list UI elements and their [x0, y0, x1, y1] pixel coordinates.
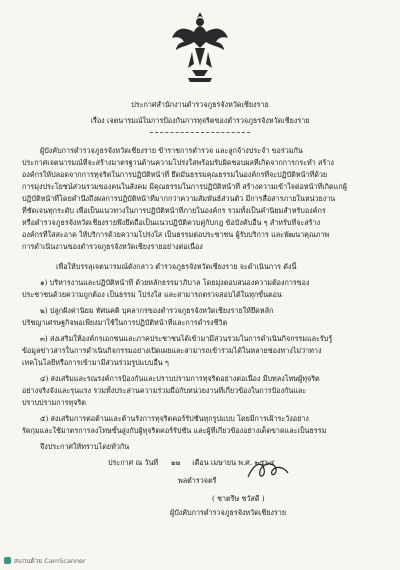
date-month-year: เดือน เมษายน พ.ศ. ๒๕๖๔ [192, 458, 275, 467]
scanner-watermark [4, 556, 86, 566]
body-line: การมุ่งประโยชน์ส่วนรวมของคนในสังคม มีคุณธรรมในการปฏิบัติหน้าที่ สร้างความเข้าใจต่อหน้าที่เกิดแก่ผู้ [22, 182, 347, 191]
body-line: องค์กรให้ปลอดจากการทุจริตในการปฏิบัติหน้าที่ ยึดมั่นธรรมคุณธรรมในองค์กรที่จะปฏิบัติหน้าที่ด้วย [22, 170, 328, 179]
garuda-emblem-icon [170, 8, 230, 86]
camscanner-icon [4, 557, 11, 564]
item-1-line: ประชาชนด้วยความถูกต้อง เป็นธรรม โปร่งใส และสามารถตรวจสอบได้ในทุกขั้นตอน [22, 290, 282, 299]
item-3-line: เทคโนโลยีหรือการเข้ามามีส่วนร่วมรูปแบบอื่น ๆ [22, 358, 169, 367]
title-divider [150, 132, 250, 133]
item-2-line: ปรัชญาเศรษฐกิจพอเพียงมาใช้ในการปฏิบัติหน้าที่และการดำรงชีวิต [22, 318, 228, 327]
body-line: หรือตำรวจภูธรจังหวัดเชียงรายพึงยึดถือเป็นแนวปฏิบัติควบคู่กับกฎ ข้อบังคับอื่น ๆ สำหรับที่จะสร้าง [22, 218, 321, 227]
signer-position: ผู้บังคับการตำรวจภูธรจังหวัดเชียงราย [170, 508, 287, 517]
body-line: การดำเนินงานของตำรวจภูธรจังหวัดเชียงรายอย่างต่อเนื่อง [22, 242, 203, 251]
signer-name: ( ชาตรีษ ชวัสดี ) [212, 494, 265, 503]
item-4-line: อย่างจริงจังและรุนแรง รวมทั้งประสานความร่วมมือกับหน่วยงานที่เกี่ยวข้องในการป้องกันและ [22, 386, 307, 395]
body-line: ผู้บังคับการตำรวจภูธรจังหวัดเชียงราย ข้าราชการตำรวจ และลูกจ้างประจำ ขอร่วมกัน [40, 146, 303, 155]
item-2-line: ๒) ปลูกฝังค่านิยม ทัศนคติ บุคลากรของตำรวจภูธรจังหวัดเชียงรายให้ยึดหลัก [40, 306, 274, 315]
date-prefix: ประกาศ ณ วันที่ [108, 458, 159, 467]
body-line: ประกาศเจตนารมณ์ที่จะสร้างมาตรฐานด้านความโปร่งใสพร้อมรับผิดชอบผลที่เกิดจากการกระทำ สร้าง [22, 158, 334, 167]
item-1-line: ๑) บริหารงานและปฏิบัติหน้าที่ ด้วยหลักธรรมาภิบาล โดยมุ่งตอบสนองความต้องการของ [40, 278, 310, 287]
body-line: องค์กรที่ใสสะอาด ให้บริการด้วยความโปร่งใส เป็นธรรมต่อประชาชน ผู้รับบริการ และพัฒนาคุณภาพ [22, 230, 330, 239]
announcement-subject: เรื่อง เจตนารมณ์ในการป้องกันการทุจริตของตำรวจภูธรจังหวัดเชียงราย [90, 116, 310, 125]
body-line: ที่ชัดเจนทุกระดับ เพื่อเป็นแนวทางในการปฏิบัติหน้าที่ภายในองค์กร รวมทั้งเป็นคำนิยมสำหรับองค์กร [22, 206, 326, 215]
lead-in: เพื่อให้บรรลุเจตนารมณ์ดังกล่าว ตำรวจภูธรจังหวัดเชียงราย จะดำเนินการ ดังนี้ [56, 262, 297, 271]
announcement-title: ประกาศสำนักงานตำรวจภูธรจังหวัดเชียงราย [131, 100, 269, 109]
scanner-label: สแกนด้วย CamScanner [14, 557, 86, 565]
closing-line: จึงประกาศให้ทราบโดยทั่วกัน [40, 442, 130, 451]
signer-rank: พลตำรวจตรี [178, 476, 217, 485]
date-day: ๒๒ [170, 458, 180, 467]
item-3-line: ข้อมูลข่าวสารในการดำเนินกิจกรรมอย่างเปิดเผยและสามารถเข้าร่วมได้ในหลายช่องทางไม่ว่าทาง [22, 346, 322, 355]
item-5-line: ๕) ส่งเสริมการต่อต้านและต้านรังการทุจริตคอร์รัปชั่นทุกรูปแบบ โดยมีการเฝ้าระวังอย่าง [40, 414, 309, 423]
body-line: ปฏิบัติหน้าที่โดยคำนึงถึงผลการปฏิบัติหน้าที่มากกว่าความสัมพันธ์ส่วนตัว มีการสื่อสารภายในหน่วยงาน [22, 194, 336, 203]
item-5-line: รัดกุมและใช้มาตรการลงโทษขั้นสูงกับผู้ทุจริตคอร์รัปชั่น และผู้ที่เกี่ยวข้องอย่างเด็ดขาดและเป็นธรรม [22, 426, 327, 435]
item-4-line: ๔) ส่งเสริมและรณรงค์การป้องกันและปราบปรามการทุจริตอย่างต่อเนื่อง มีบทลงโทษผู้ทุจริต [40, 374, 320, 383]
item-4-line: ปราบปรามการทุจริต [22, 398, 86, 407]
item-3-line: ๓) ส่งเสริมให้องค์กรเอกชนและภาคประชาชนได้เข้ามามีส่วนร่วมในการดำเนินกิจกรรมและรับรู้ [40, 334, 333, 343]
